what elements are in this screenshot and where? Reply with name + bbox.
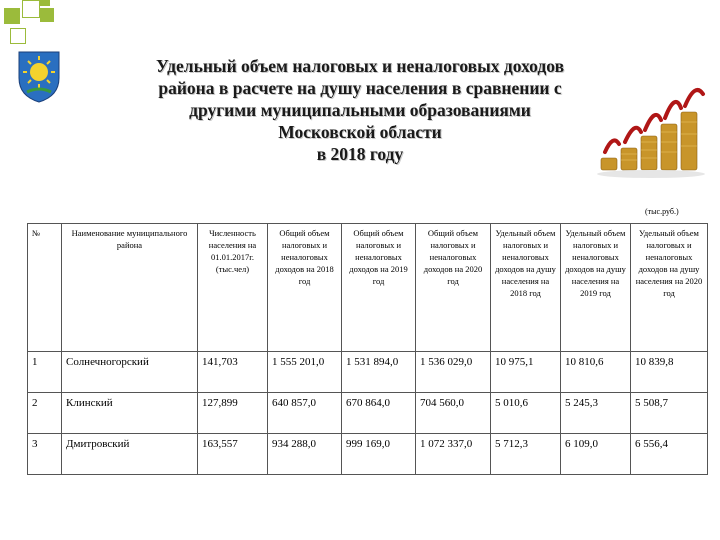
title-line: Удельный объем налоговых и неналоговых доходов bbox=[155, 56, 565, 76]
revenue-table bbox=[27, 223, 708, 475]
table-cell: Дмитровский bbox=[62, 434, 198, 475]
table-cell: 1 bbox=[28, 352, 62, 393]
table-cell: 2 bbox=[28, 393, 62, 434]
table-row bbox=[28, 434, 708, 475]
table-cell: 704 560,0 bbox=[416, 393, 491, 434]
table-cell: 1 072 337,0 bbox=[416, 434, 491, 475]
title-line: района в расчете на душу населения в сравнении с bbox=[158, 78, 562, 98]
column-header: Общий объем налоговых и неналоговых доходов на 2018 год bbox=[268, 224, 342, 352]
table-cell: 934 288,0 bbox=[268, 434, 342, 475]
unit-note: (тыс.руб.) bbox=[645, 207, 679, 216]
title-line: другими муниципальными образованиями bbox=[189, 100, 531, 120]
table-cell: 640 857,0 bbox=[268, 393, 342, 434]
table-cell: 670 864,0 bbox=[342, 393, 416, 434]
table-cell: 6 109,0 bbox=[561, 434, 631, 475]
table-row bbox=[28, 352, 708, 393]
column-header: Общий объем налоговых и неналоговых доходов на 2020 год bbox=[416, 224, 491, 352]
column-header: Удельный объем налоговых и неналоговых доходов на душу населения на 2018 год bbox=[491, 224, 561, 352]
table-cell: 127,899 bbox=[198, 393, 268, 434]
table-cell: 141,703 bbox=[198, 352, 268, 393]
column-header: Численность населения на 01.01.2017г. (тыс.чел) bbox=[198, 224, 268, 352]
table-cell: 5 712,3 bbox=[491, 434, 561, 475]
table-cell: 999 169,0 bbox=[342, 434, 416, 475]
table-cell: Клинский bbox=[62, 393, 198, 434]
column-header: № bbox=[28, 224, 62, 352]
table-cell: 5 508,7 bbox=[631, 393, 708, 434]
table-cell: 1 555 201,0 bbox=[268, 352, 342, 393]
column-header: Наименование муниципального района bbox=[62, 224, 198, 352]
table-header-row bbox=[28, 224, 708, 352]
table-cell: 1 536 029,0 bbox=[416, 352, 491, 393]
column-header: Общий объем налоговых и неналоговых доходов на 2019 год bbox=[342, 224, 416, 352]
table-row bbox=[28, 393, 708, 434]
table-cell: 163,557 bbox=[198, 434, 268, 475]
title-line: Московской области bbox=[278, 122, 442, 142]
column-header: Удельный объем налоговых и неналоговых доходов на душу населения на 2020 год bbox=[631, 224, 708, 352]
table-cell: 5 010,6 bbox=[491, 393, 561, 434]
column-header: Удельный объем налоговых и неналоговых доходов на душу населения на 2019 год bbox=[561, 224, 631, 352]
table-cell: 5 245,3 bbox=[561, 393, 631, 434]
table-cell: 10 839,8 bbox=[631, 352, 708, 393]
table-cell: 6 556,4 bbox=[631, 434, 708, 475]
table-cell: Солнечногорский bbox=[62, 352, 198, 393]
coins-growth-illustration bbox=[595, 80, 713, 180]
table-cell: 10 975,1 bbox=[491, 352, 561, 393]
title-line: в 2018 году bbox=[316, 144, 404, 164]
district-emblem-icon bbox=[15, 48, 63, 104]
table-cell: 1 531 894,0 bbox=[342, 352, 416, 393]
page-title bbox=[100, 55, 620, 165]
table-cell: 10 810,6 bbox=[561, 352, 631, 393]
table-cell: 3 bbox=[28, 434, 62, 475]
